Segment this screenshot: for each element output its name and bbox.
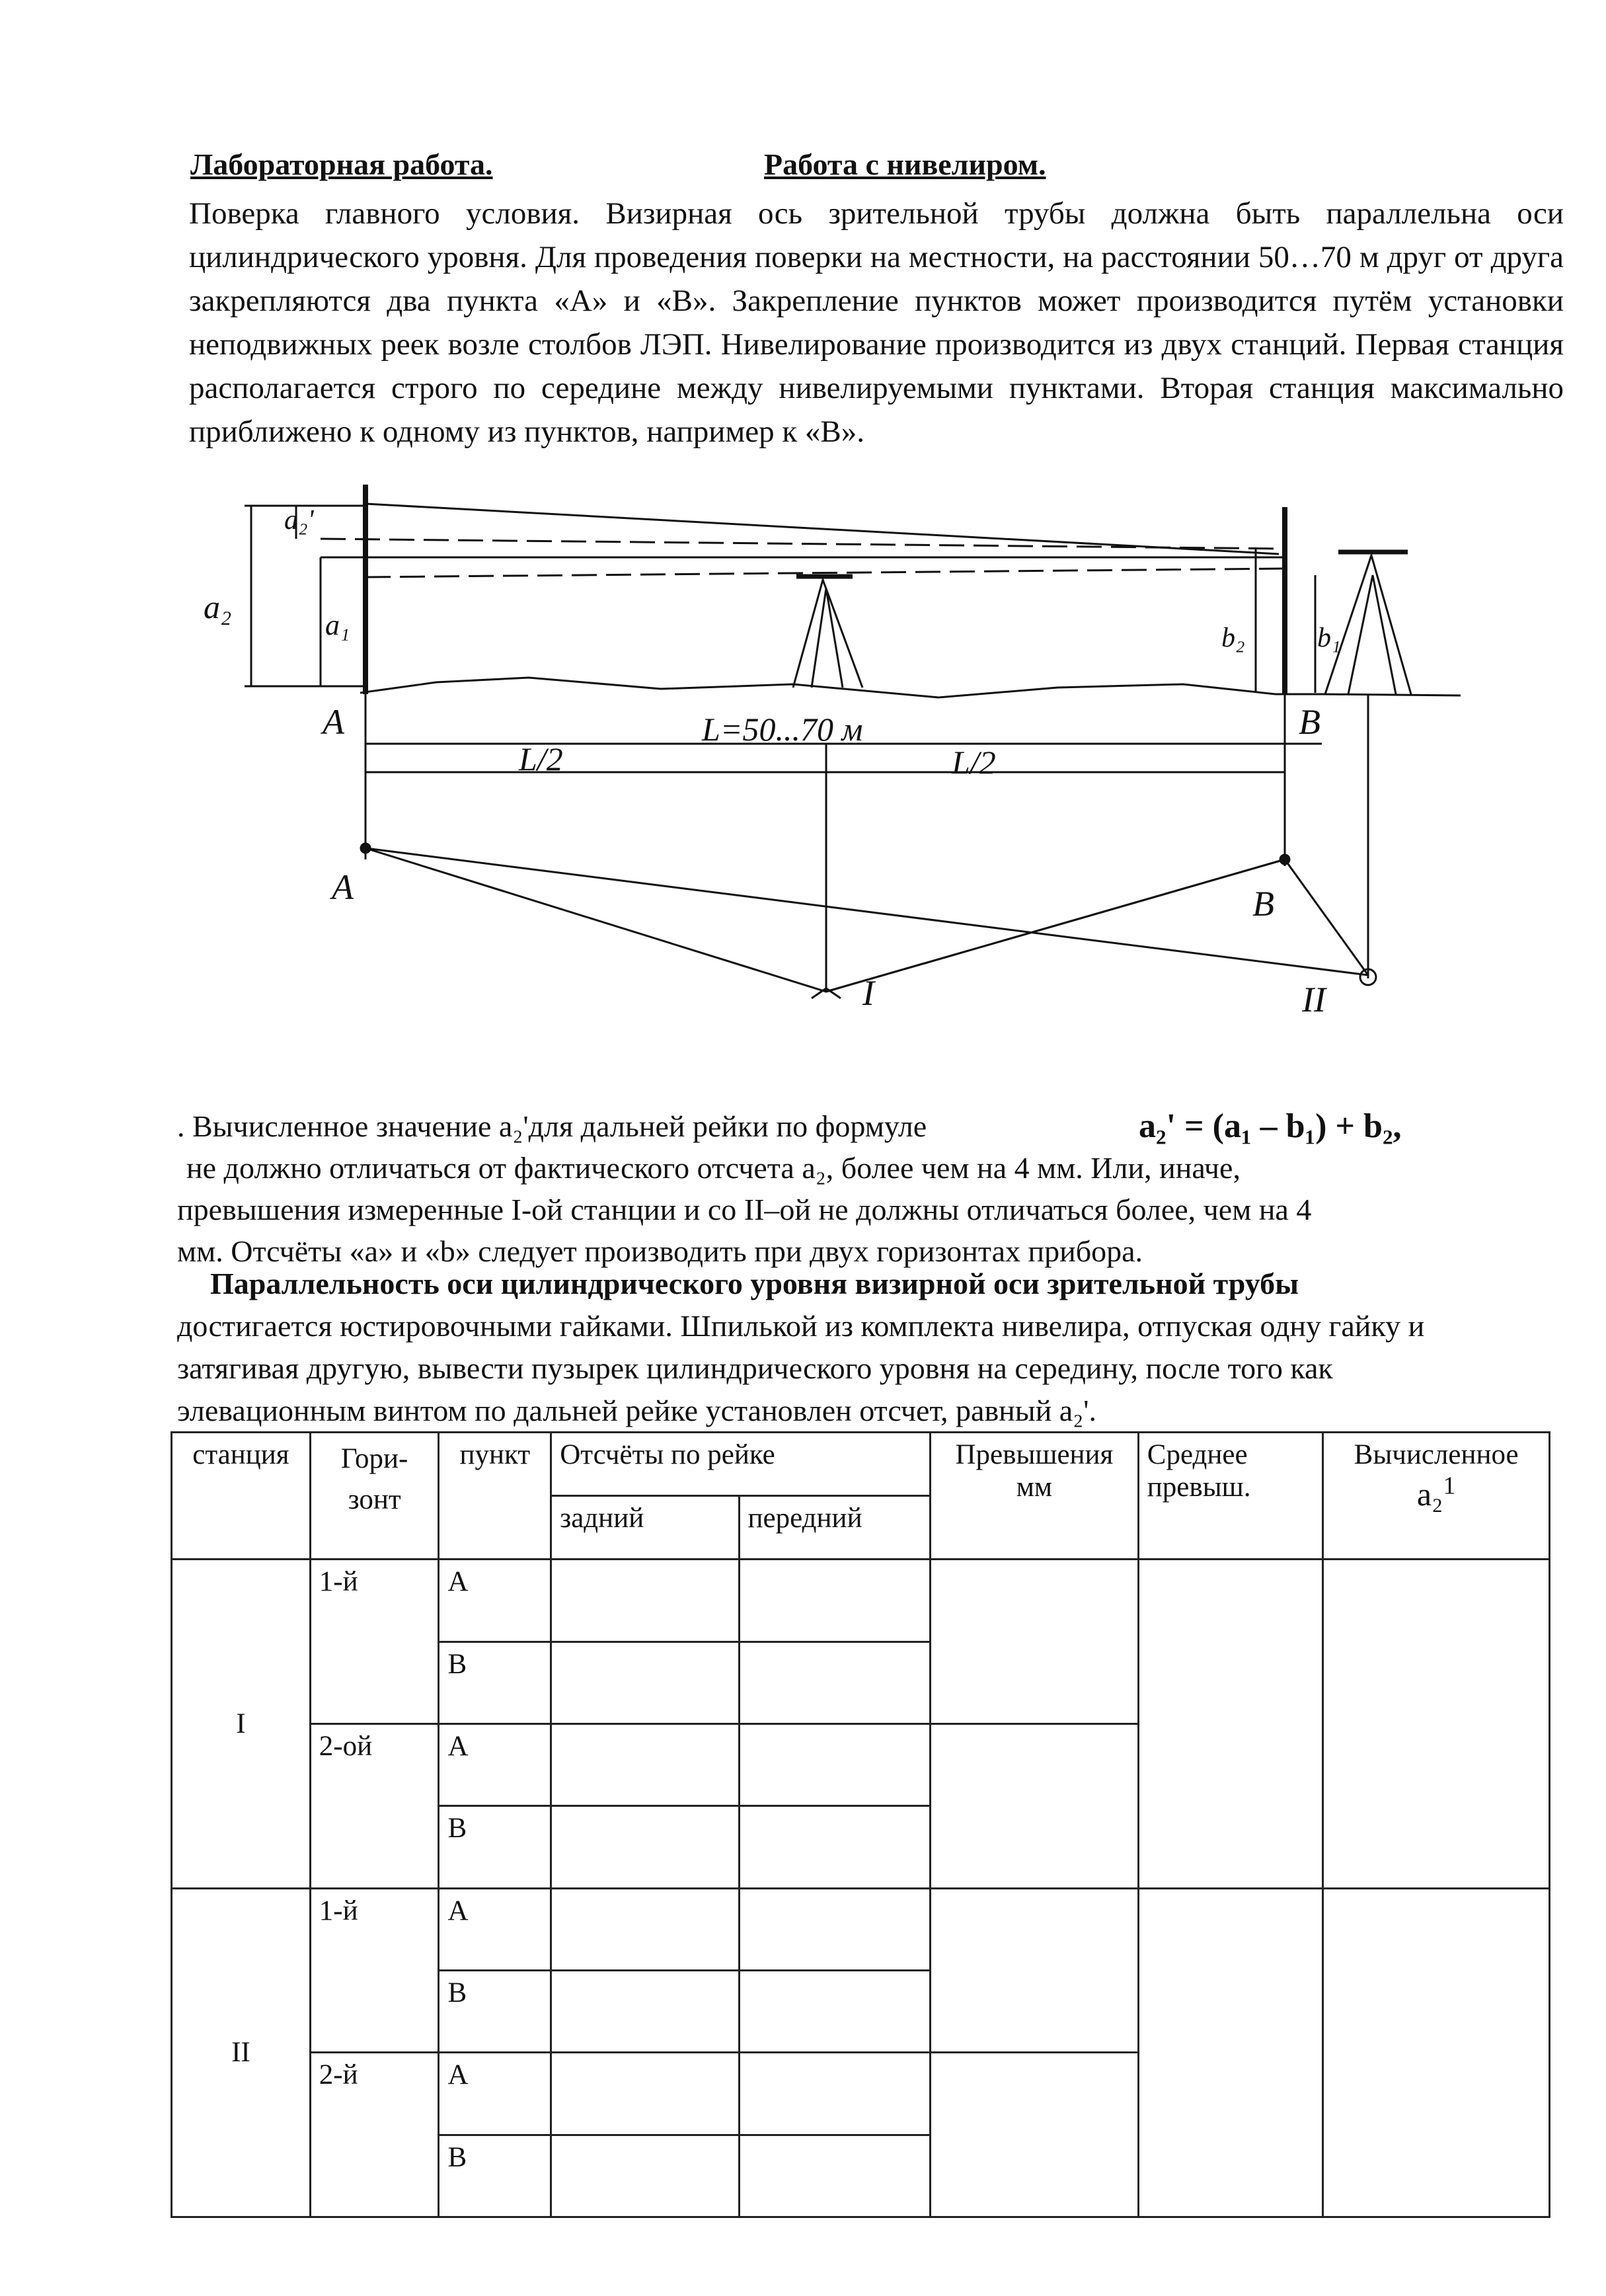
front-reading-cell[interactable] — [739, 1560, 931, 1642]
label-point-b-plan: B — [1252, 884, 1274, 924]
back-reading-cell[interactable] — [551, 1723, 739, 1805]
header-back: задний — [551, 1496, 739, 1560]
leveling-diagram — [0, 0, 1606, 1071]
table-row — [172, 1888, 1550, 1970]
formula-line3: превышения измеренные I-ой станции и со II–ой не должны отличаться более, чем на 4 — [177, 1193, 1312, 1226]
point-cell: В — [439, 2135, 551, 2217]
front-reading-cell[interactable] — [739, 1888, 931, 1970]
back-reading-cell[interactable] — [551, 2135, 739, 2217]
horizon-cell: 1-й — [310, 1560, 439, 1724]
label-point-b: B — [1299, 702, 1320, 742]
mean-elevation-cell[interactable] — [1138, 1888, 1322, 2217]
formula-line2: не должно отличаться от фактического отсчета а₂, более чем на 4 мм. Или, иначе, — [186, 1151, 1241, 1185]
front-reading-cell[interactable] — [739, 1806, 931, 1888]
horizon-cell: 2-ой — [310, 1723, 439, 1888]
formula-line1: . Вычисленное значение а₂'для дальней рейки по формуле — [177, 1109, 927, 1143]
ground-profile — [360, 678, 1461, 697]
adjustment-line1: достигается юстировочными гайками. Шпилькой из комплекта нивелира, отпуская одну гайку и — [177, 1309, 1425, 1343]
formula: a₂' = (a₁ – b₁) + b₂, — [1139, 1107, 1402, 1145]
elevation-cell[interactable] — [931, 2053, 1139, 2217]
label-half-right: L/2 — [952, 744, 996, 781]
header-elevation: Превышения мм — [931, 1433, 1139, 1560]
label-station-1: I — [862, 973, 874, 1013]
point-cell: А — [439, 1560, 551, 1642]
computed-a2-cell[interactable] — [1323, 1560, 1550, 1888]
header-horizon: Гори- зонт — [310, 1433, 439, 1560]
adjustment-line2: затягивая другую, вывести пузырек цилиндрического уровня на середину, после того как — [177, 1351, 1333, 1385]
computed-a2-cell[interactable] — [1323, 1888, 1550, 2217]
formula-section — [177, 1105, 1585, 1272]
front-reading-cell[interactable] — [739, 1642, 931, 1723]
table-row — [172, 1560, 1550, 1642]
point-a-plan-mark — [361, 844, 370, 853]
sight-line-top — [365, 504, 1279, 554]
point-cell: А — [439, 2053, 551, 2135]
header-computed-symbol: a₂$^1$ — [1416, 1472, 1456, 1513]
back-reading-cell[interactable] — [551, 1806, 739, 1888]
label-distance: L=50...70 м — [702, 711, 863, 748]
elevation-cell[interactable] — [931, 1723, 1139, 1888]
point-cell: А — [439, 1723, 551, 1805]
front-reading-cell[interactable] — [739, 1970, 931, 2052]
lab-title: Лабораторная работа. — [190, 147, 493, 181]
header-front: передний — [739, 1496, 931, 1560]
mean-elevation-cell[interactable] — [1138, 1560, 1322, 1888]
front-reading-cell[interactable] — [739, 2135, 931, 2217]
station-cell: II — [172, 1888, 311, 2217]
label-point-a-plan: A — [332, 867, 354, 907]
intro-paragraph: Поверка главного условия. Визирная ось зрительной трубы должна быть параллельна оси цилиндрического уровня. Для проведения поверки на местности, на расстоянии 50…70 м друг от друга закрепляются два пункта «А» и «В». Закрепление пунктов может производится путём установки неподвижных реек возле столбов ЛЭП. Нивелирование производится из двух станций. Первая станция располагается строго по середине между нивелируемыми пунктами. Вторая станция максимально приближено к одному из пунктов, например к «В». — [189, 196, 1564, 449]
back-reading-cell[interactable] — [551, 2053, 739, 2135]
work-title: Работа с нивелиром. — [764, 147, 1046, 181]
header-point: пункт — [439, 1433, 551, 1560]
horizon-cell: 1-й — [310, 1888, 439, 2053]
adjustment-heading: Параллельность оси цилиндрического уровня визирной оси зрительной трубы — [210, 1267, 1299, 1300]
label-point-a: A — [323, 702, 344, 742]
header-computed-label: Вычисленное — [1354, 1439, 1519, 1470]
back-reading-cell[interactable] — [551, 1970, 739, 2052]
point-cell: В — [439, 1806, 551, 1888]
station-cell: I — [172, 1560, 311, 1888]
label-b1: b₁ — [1317, 623, 1341, 653]
formula-line4: мм. Отсчёты «а» и «b» следует производить при двух горизонтах прибора. — [177, 1234, 1143, 1268]
header-readings: Отсчёты по рейке — [551, 1433, 931, 1496]
back-reading-cell[interactable] — [551, 1560, 739, 1642]
header-computed — [1323, 1433, 1550, 1560]
horizon-cell: 2-й — [310, 2053, 439, 2217]
label-a1: a₁ — [325, 609, 350, 641]
elevation-cell[interactable] — [931, 1560, 1139, 1724]
header-mean: Среднее превыш. — [1138, 1433, 1322, 1560]
adjustment-line3: элевационным винтом по дальней рейке установлен отсчет, равный а₂'. — [177, 1394, 1097, 1427]
back-reading-cell[interactable] — [551, 1642, 739, 1723]
back-reading-cell[interactable] — [551, 1888, 739, 1970]
point-b-plan-mark — [1280, 855, 1289, 864]
front-reading-cell[interactable] — [739, 2053, 931, 2135]
adjustment-section — [177, 1263, 1585, 1432]
point-cell: В — [439, 1970, 551, 2052]
leveling-journal-table — [171, 1431, 1550, 2218]
label-b2: b₂ — [1221, 623, 1245, 653]
elevation-cell[interactable] — [931, 1888, 1139, 2053]
front-reading-cell[interactable] — [739, 1723, 931, 1805]
label-a2: a₂ — [204, 588, 232, 625]
point-cell: В — [439, 1642, 551, 1723]
header-station: станция — [172, 1433, 311, 1560]
point-cell: А — [439, 1888, 551, 1970]
label-a2-prime: a₂' — [284, 505, 314, 535]
label-station-2: II — [1302, 980, 1326, 1019]
label-half-left: L/2 — [519, 740, 563, 777]
